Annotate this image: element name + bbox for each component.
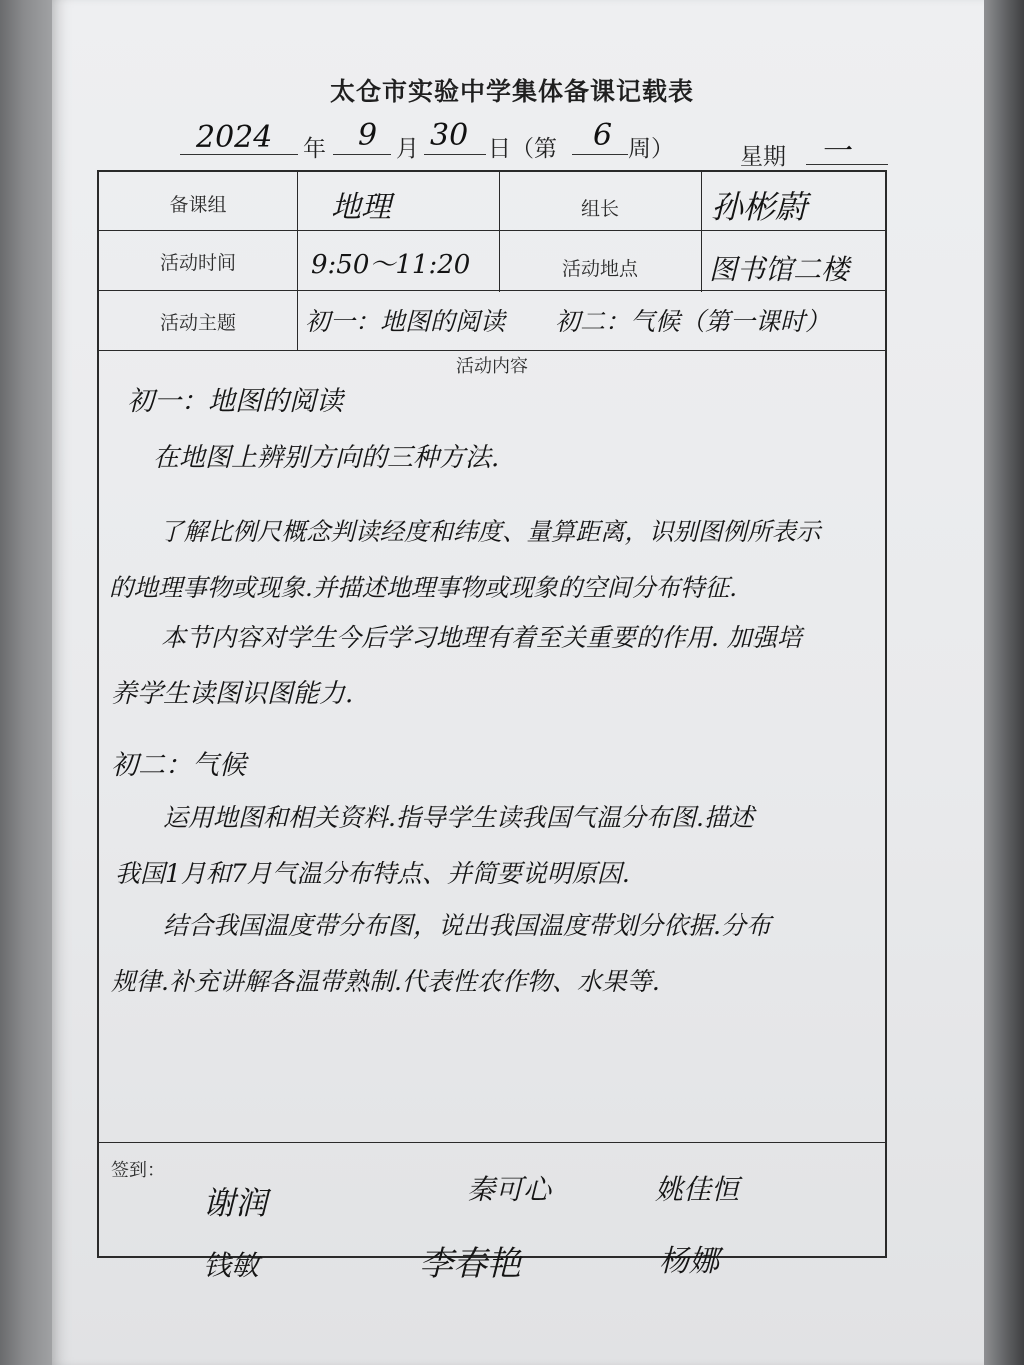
book-edge (984, 0, 1024, 1365)
underlying-page-edge (0, 0, 60, 1365)
place-value: 图书馆二楼 (709, 253, 850, 286)
content-line: 了解比例尺概念判读经度和纬度、量算距离，识别图例所表示 (159, 517, 821, 546)
signature: 杨娜 (659, 1244, 719, 1279)
content-line: 养学生读图识图能力. (111, 679, 354, 709)
content-line: 运用地图和相关资料.指导学生读我国气温分布图.描述 (163, 803, 754, 832)
content-line: 的地理事物或现象.并描述地理事物或现象的空间分布特征. (109, 573, 738, 602)
weekday-value: 一 (820, 134, 850, 169)
week-value: 6 (593, 118, 613, 153)
date-line (0, 118, 1024, 170)
weekday-label: 星期 (740, 144, 786, 170)
content-line: 初一：地图的阅读 (127, 386, 343, 417)
content-line: 本节内容对学生今后学习地理有着至关重要的作用. 加强培 (161, 623, 802, 652)
lesson-prep-table (97, 170, 887, 1284)
year-value: 2024 (196, 120, 273, 155)
year-label: 年 (303, 136, 326, 162)
day-label: 日（第 (488, 136, 557, 162)
place-label: 活动地点 (561, 258, 638, 280)
signature: 李春艳 (419, 1244, 521, 1284)
leader-label: 组长 (580, 198, 619, 220)
group-value: 地理 (331, 190, 391, 225)
content-line: 初二：气候 (111, 750, 246, 781)
signature: 钱敏 (203, 1249, 260, 1282)
group-label: 备课组 (169, 194, 227, 216)
content-line: 规律.补充讲解各温带熟制.代表性农作物、水果等. (111, 967, 660, 996)
sign-in-label: 签到： (111, 1160, 165, 1181)
signature: 秦可心 (467, 1173, 552, 1206)
time-value: 9:50～11:20 (311, 250, 471, 280)
signature: 姚佳恒 (655, 1173, 740, 1206)
topic-label: 活动主题 (159, 312, 236, 334)
day-value: 30 (430, 118, 469, 153)
time-label: 活动时间 (159, 252, 236, 274)
content-line: 我国1月和7月气温分布特点、并简要说明原因. (115, 859, 630, 888)
content-line: 在地图上辨别方向的三种方法. (153, 443, 500, 473)
month-label: 月 (396, 136, 419, 162)
leader-value: 孙彬蔚 (711, 188, 808, 226)
week-label: 周） (628, 136, 674, 162)
form-title: 太仓市实验中学集体备课记载表 (329, 77, 694, 106)
content-line: 结合我国温度带分布图，说出我国温度带划分依据.分布 (163, 911, 771, 940)
signature: 谢润 (203, 1184, 268, 1222)
month-value: 9 (358, 118, 378, 153)
topic-value: 初一：地图的阅读 初二：气候（第一课时） (305, 307, 831, 336)
content-label: 活动内容 (456, 356, 528, 377)
